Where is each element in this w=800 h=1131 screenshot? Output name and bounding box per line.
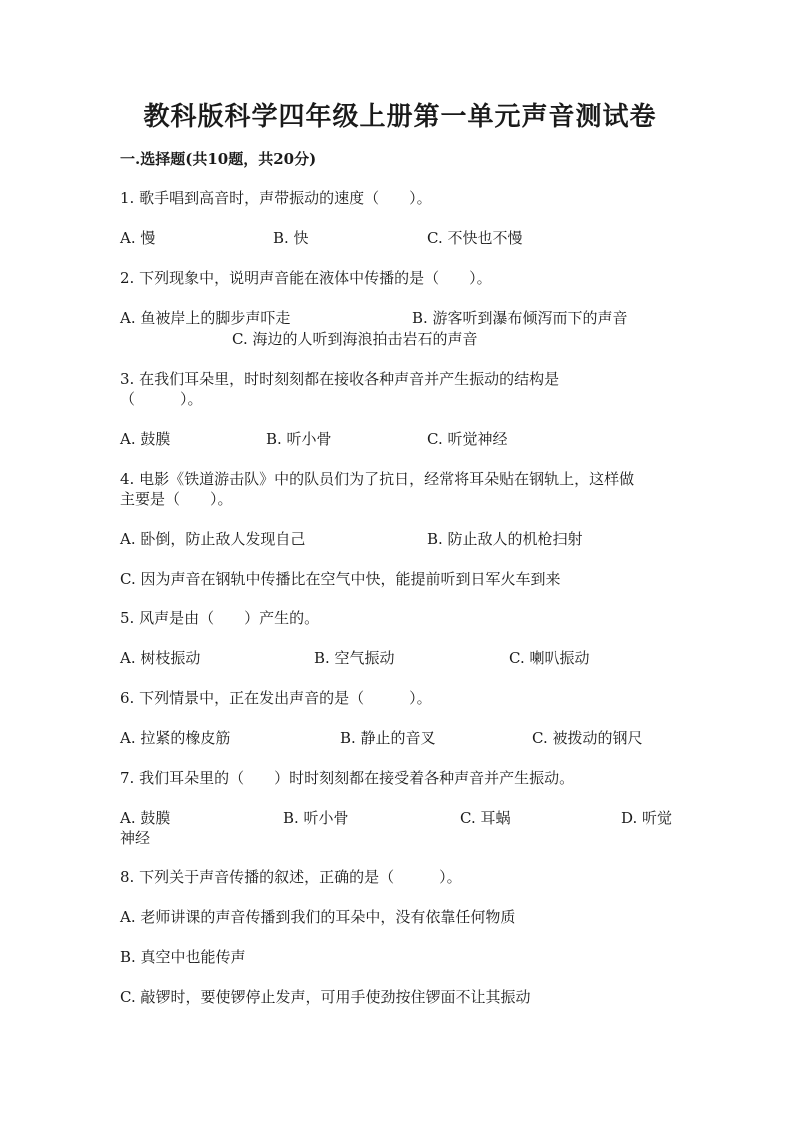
option: A. 慢 <box>120 229 156 247</box>
option: C. 因为声音在钢轨中传播比在空气中快，能提前听到日军火车到来 <box>120 570 561 588</box>
option: B. 快 <box>273 229 309 247</box>
option: C. 被拨动的钢尺 <box>532 729 643 747</box>
option: C. 海边的人听到海浪拍击岩石的声音 <box>232 330 478 348</box>
option: C. 耳蜗 <box>460 809 511 827</box>
option: A. 老师讲课的声音传播到我们的耳朵中，没有依靠任何物质 <box>120 908 516 926</box>
option: C. 不快也不慢 <box>427 229 523 247</box>
question-stem: 5. 风声是由（ ）产生的。 <box>120 609 320 627</box>
option: B. 空气振动 <box>314 649 395 667</box>
question-stem: 4. 电影《铁道游击队》中的队员们为了抗日，经常将耳朵贴在钢轨上，这样做 <box>120 470 635 488</box>
question-stem: 8. 下列关于声音传播的叙述，正确的是（ ）。 <box>120 868 462 886</box>
option: A. 卧倒，防止敌人发现自己 <box>120 530 306 548</box>
question-stem: 7. 我们耳朵里的（ ）时时刻刻都在接受着各种声音并产生振动。 <box>120 769 575 787</box>
option: B. 防止敌人的机枪扫射 <box>427 530 583 548</box>
question-stem: 1. 歌手唱到高音时，声带振动的速度（ ）。 <box>120 189 432 207</box>
question-stem-continued: 主要是（ ）。 <box>120 490 233 508</box>
question-stem: 3. 在我们耳朵里，时时刻刻都在接收各种声音并产生振动的结构是 <box>120 370 560 388</box>
option: A. 树枝振动 <box>120 649 201 667</box>
page-title: 教科版科学四年级上册第一单元声音测试卷 <box>143 102 657 132</box>
option: A. 鼓膜 <box>120 430 171 448</box>
option: B. 真空中也能传声 <box>120 948 246 966</box>
option: D. 听觉 <box>621 809 673 827</box>
option: A. 拉紧的橡皮筋 <box>120 729 231 747</box>
option: B. 听小骨 <box>283 809 349 827</box>
option: C. 喇叭振动 <box>509 649 590 667</box>
option: C. 听觉神经 <box>427 430 508 448</box>
question-stem: 6. 下列情景中，正在发出声音的是（ ）。 <box>120 689 432 707</box>
question-stem: 2. 下列现象中，说明声音能在液体中传播的是（ ）。 <box>120 269 492 287</box>
section-heading: 一.选择题(共10题，共20分) <box>120 150 317 168</box>
question-stem-continued: （ ）。 <box>120 390 203 408</box>
option: B. 听小骨 <box>266 430 332 448</box>
option: B. 静止的音叉 <box>340 729 436 747</box>
option: A. 鱼被岸上的脚步声吓走 <box>120 309 291 327</box>
option: C. 敲锣时，要使锣停止发声，可用手使劲按住锣面不让其振动 <box>120 988 531 1006</box>
option: A. 鼓膜 <box>120 809 171 827</box>
option: B. 游客听到瀑布倾泻而下的声音 <box>412 309 628 327</box>
option-continued: 神经 <box>120 829 151 847</box>
